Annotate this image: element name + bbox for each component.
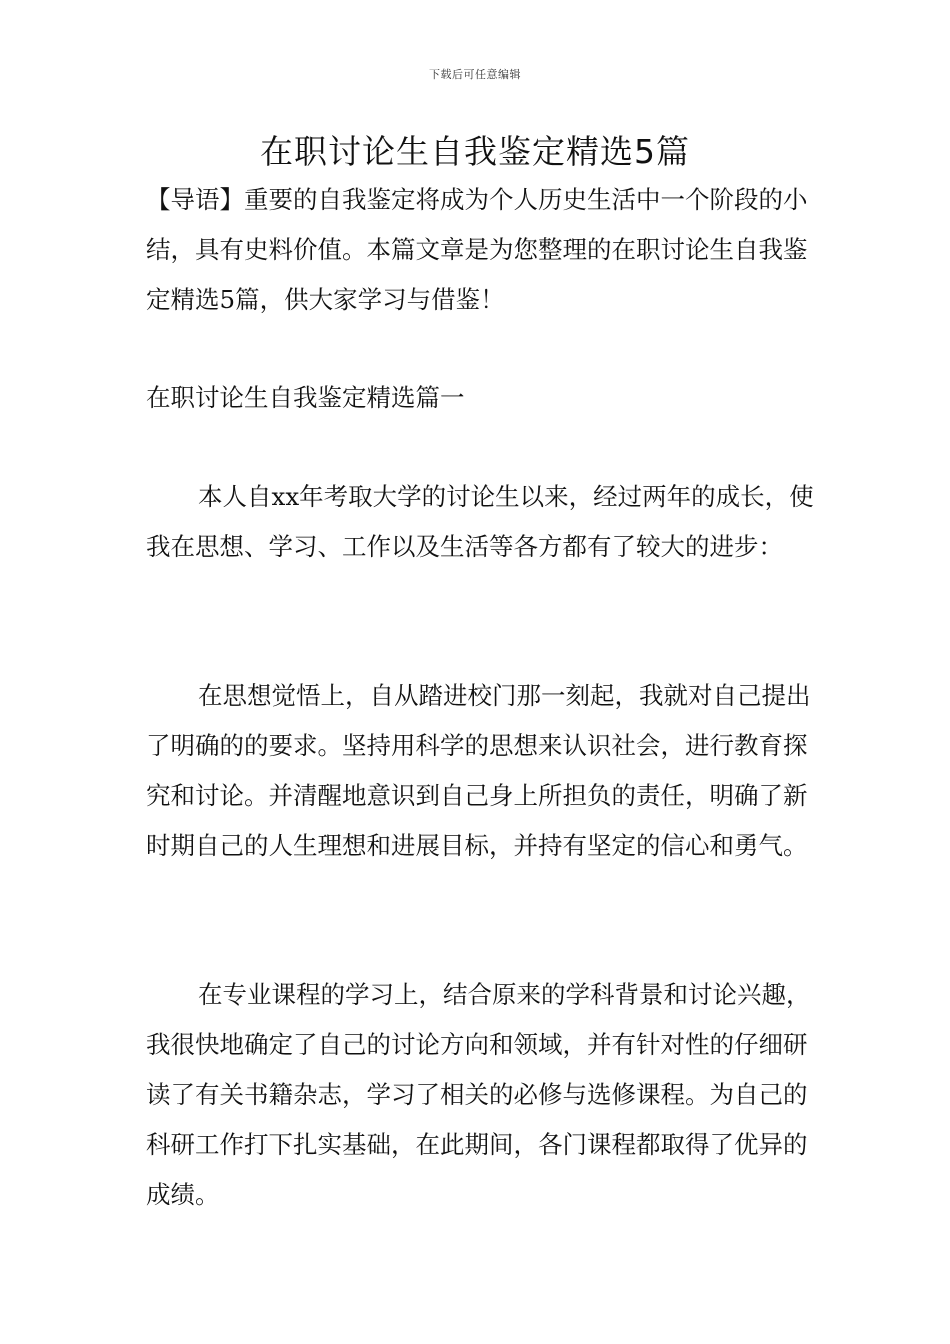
- header-note: 下载后可任意编辑: [429, 68, 521, 81]
- section-heading: 在职讨论生自我鉴定精选篇一: [146, 383, 465, 412]
- intro-paragraph: 【导语】重要的自我鉴定将成为个人历史生活中一个阶段的小结，具有史料价值。本篇文章是为您整理的在职讨论生自我鉴定精选5篇，供大家学习与借鉴！: [146, 185, 808, 314]
- paragraph-2: 在思想觉悟上，自从踏进校门那一刻起，我就对自己提出了明确的的要求。坚持用科学的思想来认识社会，进行教育探究和讨论。并清醒地意识到自己身上所担负的责任，明确了新时期自己的人生理想和进展目标，并持有坚定的信心和勇气。: [146, 681, 811, 860]
- document-title: 在职讨论生自我鉴定精选5篇: [260, 132, 690, 171]
- paragraph-1: 本人自xx年考取大学的讨论生以来，经过两年的成长，使我在思想、学习、工作以及生活等各方都有了较大的进步：: [146, 482, 814, 561]
- paragraph-3: 在专业课程的学习上，结合原来的学科背景和讨论兴趣，我很快地确定了自己的讨论方向和领域，并有针对性的仔细研读了有关书籍杂志，学习了相关的必修与选修课程。为自己的科研工作打下扎实基础，在此期间，各门课程都取得了优异的成绩。: [146, 980, 811, 1209]
